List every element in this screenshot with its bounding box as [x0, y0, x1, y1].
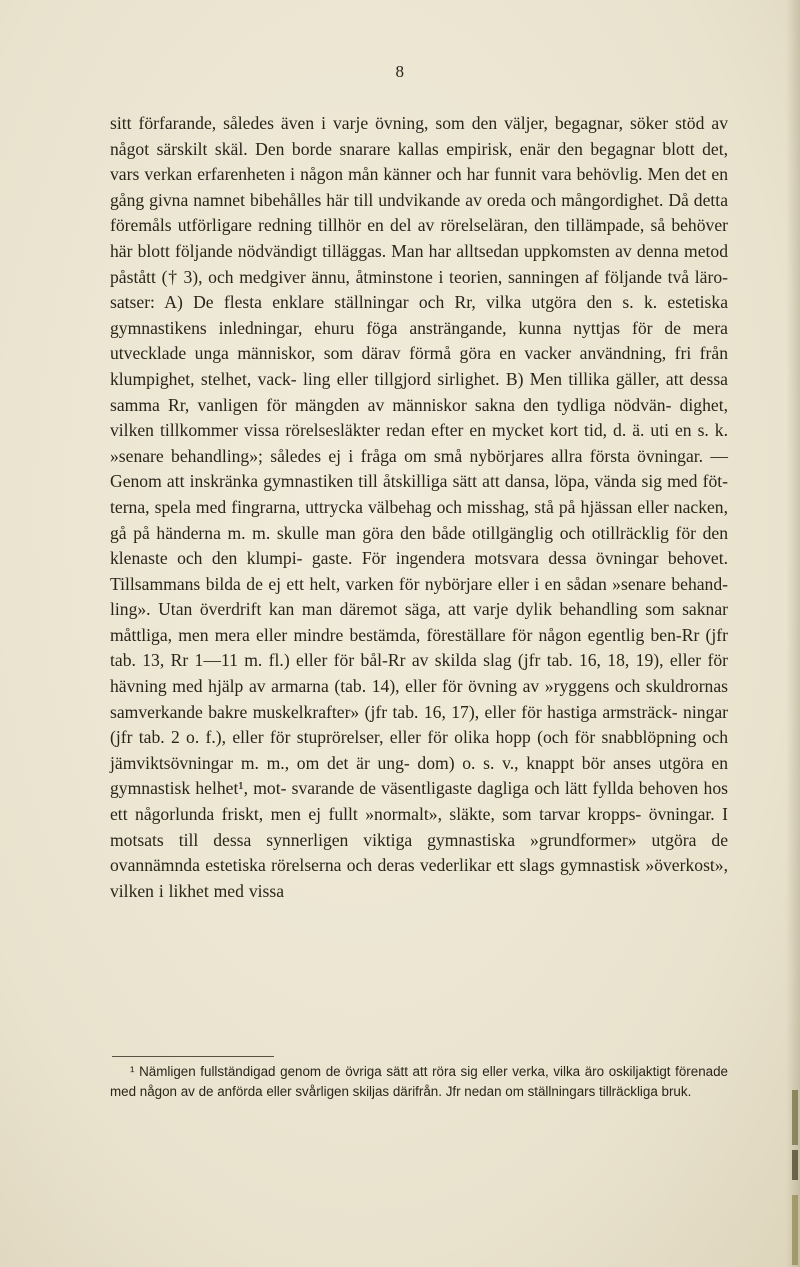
page-edge-shadow	[786, 0, 800, 1267]
page-edge-stain	[792, 1195, 798, 1265]
footnote-text: ¹ Nämligen fullständigad genom de övriga sätt att röra sig eller verka, vilka äro oskiljaktigt förenade med någon av de anförda eller svårligen skiljas därifrån. Jfr nedan om ställningars tillräckliga bruk.	[110, 1064, 728, 1099]
footnote	[110, 1062, 728, 1102]
page-edge-stain	[792, 1090, 798, 1145]
footnote-divider	[112, 1056, 274, 1057]
paragraph: sitt förfarande, således även i varje övning, som den väljer, begagnar, söker stöd av något särskilt skäl. Den borde snarare kallas empirisk, enär den begagnar blott det, vars verkan erfarenheten i någon mån känner och har funnit vara behövlig. Men det en gång givna namnet bibehålles här till undvikande av oreda och mångordighet. Då detta föremåls utförligare redning tillhör en del av rörelseläran, den tillämpade, så behöver här blott följande nödvändigt tilläggas. Man har alltsedan uppkomsten av denna metod påstått († 3), och medgiver ännu, åtminstone i teorien, sanningen af följande två läro- satser: A) De flesta enklare ställningar och Rr, vilka utgöra den s. k. estetiska gymnastikens inledningar, ehuru föga ansträngande, kunna nyttjas för de mera utvecklade unga människor, som därav förmå göra en vacker användning, fri från klumpighet, stelhet, vack- ling eller tillgjord sirlighet. B) Men tillika gäller, att dessa samma Rr, vanligen för mängden av människor sakna den tydliga nödvän- dighet, vilken tillkommer vissa rörelsesläkter redan efter en mycket kort tid, d. ä. uti en s. k. »senare behandling»; således ej i fråga om små nybörjares allra första övningar. — Genom att inskränka gymnastiken till åtskilliga sätt att dansa, löpa, vända sig med föt- terna, spela med fingrarna, uttrycka välbehag och misshag, stå på hjässan eller nacken, gå på händerna m. m. skulle man göra den både otillgänglig och otillräcklig för den klenaste och den klumpi- gaste. För ingendera motsvara dessa övningar behovet. Tillsammans bilda de ej ett helt, varken för nybörjare eller i en sådan »senare behand- ling». Utan överdrift kan man däremot säga, att varje dylik behandling som saknar måttliga, men mera eller mindre bestämda, föreställare för någon egentlig ben-Rr (jfr tab. 13, Rr 1—11 m. fl.) eller för bål-Rr av skilda slag (jfr tab. 16, 18, 19), eller för hävning med hjälp av armarna (tab. 14), eller för övning av »ryggens och skuldrornas samverkande bakre muskelkrafter» (jfr tab. 16, 17), eller för hastiga armsträck- ningar (jfr tab. 2 o. f.), eller för stuprörelser, eller för olika hopp (och för snabblöpning och jämviktsövningar m. m., om det är ung- dom) o. s. v., knappt bör anses utgöra en gymnastisk helhet¹, mot- svarande de väsentligaste dagliga och lätt fyllda behoven hos ett någorlunda friskt, men ej fullt »normalt», släkte, som tarvar kropps- övningar. I motsats till dessa synnerligen viktiga gymnastiska »grundformer» utgöra de ovannämnda estetiska rörelserna och deras vederlikar ett slags gymnastisk »överkost», vilken i likhet med vissa	[110, 113, 728, 901]
page-number: 8	[395, 62, 405, 81]
page-edge-stain	[792, 1150, 798, 1180]
main-text	[110, 111, 728, 904]
